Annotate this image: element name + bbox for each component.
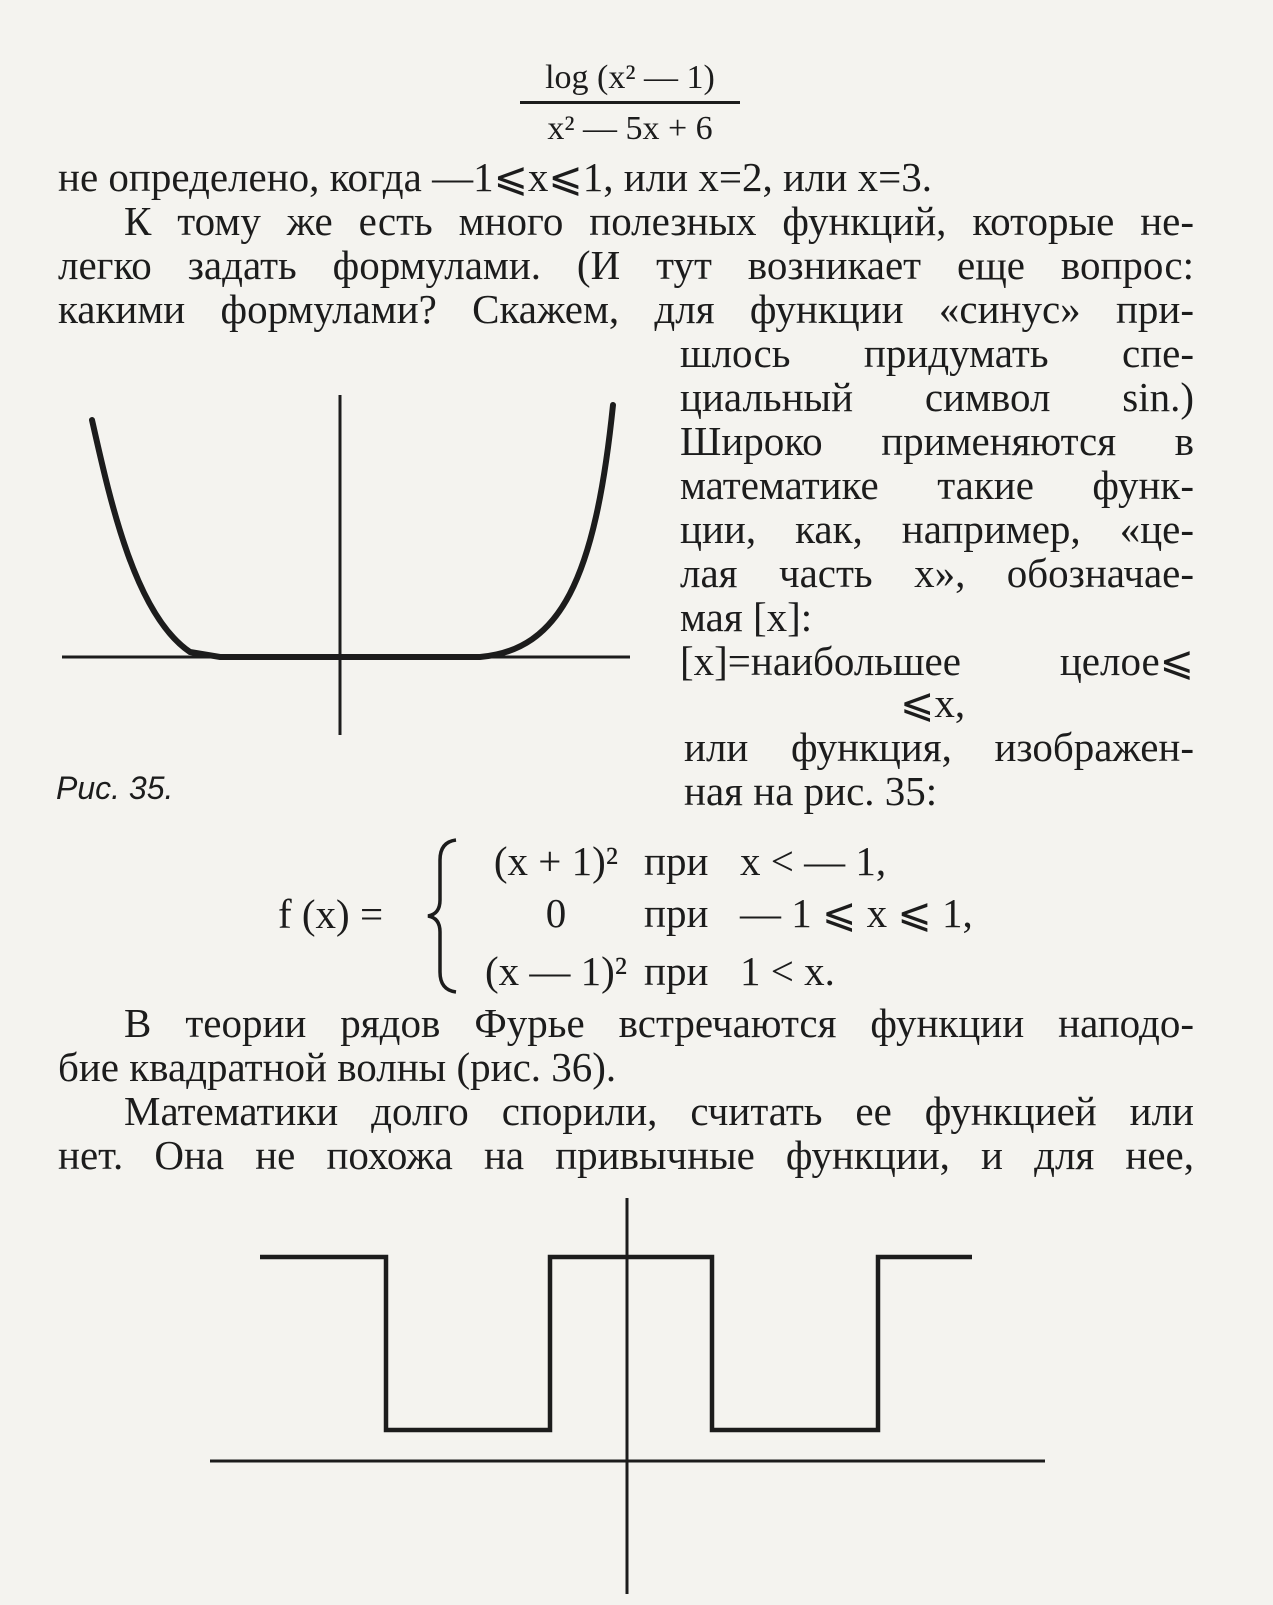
paragraph3-line: В теории рядов Фурье встречаются функции наподо- [124,1000,1194,1046]
figure-35-graph [40,380,660,760]
paragraph4-line: Математики долго спорили, считать ее функцией или [124,1088,1194,1134]
paragraph2-line: шлось придумать спе- [680,330,1194,376]
piecewise-row [468,948,835,994]
paragraph2-line: ⩽x, [900,680,966,726]
piecewise-expression: (x + 1)² [493,838,619,884]
piecewise-formula [278,838,1038,998]
paragraph2-line: циальный символ sin.) [680,374,1194,420]
square-wave-curve [260,1257,972,1430]
paragraph3-line: бие квадратной волны (рис. 36). [58,1044,617,1090]
top-fraction-formula [520,58,740,149]
paragraph2-line: легко задать формулами. (И тут возникает еще вопрос: [58,242,1194,288]
piecewise-condition: — 1 ⩽ x ⩽ 1, [740,890,973,936]
fraction-numerator: log (x² — 1) [545,59,715,96]
function-curve [92,405,613,657]
paragraph2-line: мая [x]: [680,594,813,640]
piecewise-word: при [644,948,709,994]
paragraph2-line: К тому же есть много полезных функций, которые не- [124,198,1194,244]
piecewise-row [468,838,886,884]
fraction-denominator: x² — 5x + 6 [547,110,713,147]
paragraph2-line: Широко применяются в [680,418,1194,464]
piecewise-condition: 1 < x. [740,948,835,994]
piecewise-expression: (x — 1)² [484,948,628,994]
piecewise-word: при [644,890,709,936]
figure-36-square-wave [200,1190,1060,1602]
paragraph2-line: какими формулами? Скажем, для функции «синус» при- [58,286,1194,332]
paragraph2-line: лая часть x», обозначае- [680,550,1194,596]
paragraph2-line: математике такие функ- [680,462,1194,508]
paragraph4-line: нет. Она не похожа на привычные функции, и для нее, [58,1132,1194,1178]
piecewise-condition: x < — 1, [740,838,887,884]
paragraph1-line: не определено, когда —1⩽x⩽1, или x=2, или x=3. [58,154,932,200]
piecewise-lhs: f (x) = [278,891,384,937]
paragraph2-line: ции, как, например, «це- [680,506,1194,552]
piecewise-expression: 0 [545,890,567,936]
piecewise-word: при [644,838,709,884]
paragraph2-line: ная на рис. 35: [684,768,938,814]
paragraph2-line: или функция, изображен- [684,724,1194,770]
fraction-bar [520,101,740,104]
paragraph2-line: [x]=наибольшее целое⩽ [680,638,1194,684]
piecewise-row [468,890,973,936]
left-brace [424,838,464,994]
figure-35-caption: Рис. 35. [56,770,174,806]
